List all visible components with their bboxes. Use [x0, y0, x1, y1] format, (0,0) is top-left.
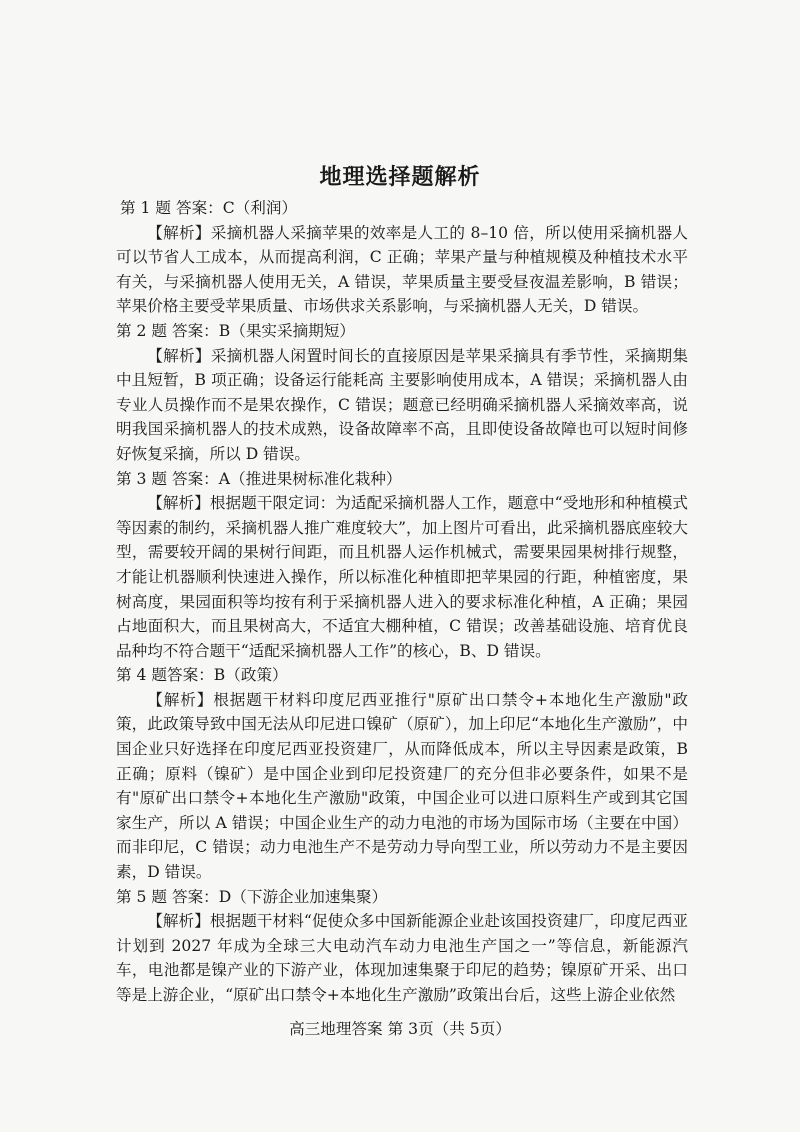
question-2-answer: 第 2 题 答案：B（果实采摘期短） [116, 321, 355, 340]
question-block-2 [116, 319, 688, 467]
question-4-analysis: 【解析】根据题干材料印度尼西亚推行"原矿出口禁令+本地化生产激励"政策，此政策导致中国无法从印尼进口镍矿（原矿），加上印尼“本地化生产激励”，中国企业只好选择在印度尼西亚投资建厂，从而降低成本，所以主导因素是政策，B 正确；原料（镍矿）是中国企业到印尼投资建厂的充分但非必要条件，如果不是有"原矿出口禁令+本地化生产激励"政策，中国企业可以进口原料生产或到其它国家生产，所以 A 错误；中国企业生产的动力电池的市场为国际市场（主要在中国）而非印尼，C 错误；动力电池生产不是劳动力导向型工业，所以劳动力不是主要因素，D 错误。 [116, 690, 688, 882]
question-1-analysis: 【解析】采摘机器人采摘苹果的效率是人工的 8–10 倍，所以使用采摘机器人可以节省人工成本，从而提高利润，C 正确；苹果产量与种植规模及种植技术水平有关，与采摘机器人使用无关，A 错误，苹果质量主要受昼夜温差影响，B 错误；苹果价格主要受苹果质量、市场供求关系影响，与采摘机器人无关，D 错误。 [116, 223, 688, 316]
question-block-3 [116, 467, 688, 664]
question-5-analysis: 【解析】根据题干材料“促使众多中国新能源企业赴该国投资建厂，印度尼西亚计划到 2027 年成为全球三大电动汽车动力电池生产国之一”等信息，新能源汽车，电池都是镍产业的下游产业，体现加速集聚于印尼的趋势；镍原矿开采、出口等是上游企业，“原矿出口禁令+本地化生产激励”政策出台后，这些上游企业依然 [116, 912, 688, 1004]
question-5-answer: 第 5 题 答案：D（下游企业加速集聚） [116, 887, 388, 906]
question-block-4 [116, 663, 688, 884]
question-3-answer: 第 3 题 答案：A（推进果树标准化栽种） [116, 469, 402, 488]
page-footer: 高三地理答案 第 3页（共 5页） [289, 1020, 511, 1038]
question-block-5 [116, 885, 688, 1008]
document-body [116, 196, 688, 1008]
question-3-analysis: 【解析】根据题干限定词：为适配采摘机器人工作，题意中“受地形和种植模式等因素的制约，采摘机器人推广难度较大”，加上图片可看出，此采摘机器底座较大型，需要较开阔的果树行间距，而且机器人运作机械式，需要果园果树排行规整，才能让机器顺利快速进入操作，所以标准化种植即把苹果园的行距，种植密度，果树高度，果园面积等均按有利于采摘机器人进入的要求标准化种植，A 正确；果园占地面积大，而且果树高大，不适宜大棚种植，C 错误；改善基础设施、培育优良品种均不符合题干“适配采摘机器人工作”的核心，B、D 错误。 [116, 494, 688, 660]
page-title: 地理选择题解析 [319, 164, 481, 190]
question-2-analysis: 【解析】采摘机器人闲置时间长的直接原因是苹果采摘具有季节性，采摘期集中且短暂，B 项正确；设备运行能耗高 主要影响使用成本，A 错误；采摘机器人由专业人员操作而不是果农操作，C 错误；题意已经明确采摘机器人采摘效率高，说明我国采摘机器人的技术成熟，设备故障率不高，且即使设备故障也可以短时间修好恢复采摘，所以 D 错误。 [116, 346, 688, 463]
question-block-1 [116, 196, 688, 319]
question-4-answer: 第 4 题答案：B（政策） [116, 666, 288, 685]
question-1-answer: 第 1 题 答案：C（利润） [120, 199, 298, 217]
